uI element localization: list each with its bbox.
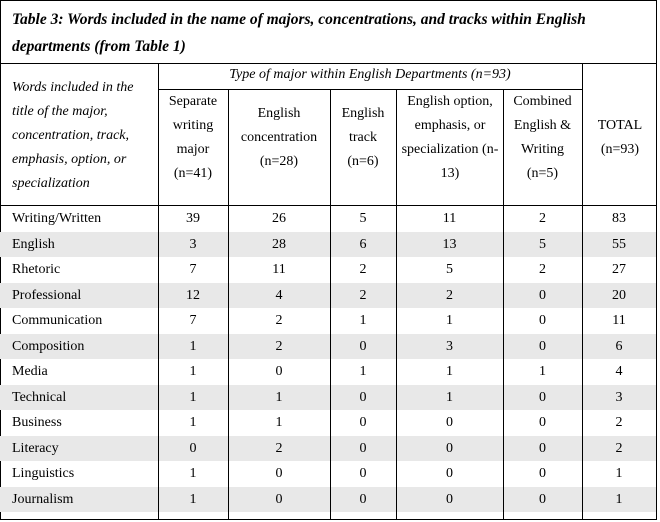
table-cell: 0 <box>275 466 283 481</box>
table-cell: 2 <box>446 287 453 303</box>
table-cell: 0 <box>539 338 546 354</box>
table-cell: 7 <box>189 313 197 328</box>
row-label: Media <box>12 364 48 379</box>
row-label: Writing/Written <box>12 211 102 226</box>
table-row <box>0 206 656 232</box>
table-row <box>0 308 656 334</box>
table-cell: 1 <box>539 364 546 379</box>
column-header: TOTAL (n=93) <box>597 118 643 157</box>
table-title: Table 3: Words included in the name of majors, concentrations, and tracks within English departments (from Table 1) <box>12 11 586 55</box>
table-row <box>0 359 656 385</box>
table-cell: 0 <box>539 287 546 303</box>
header-divider <box>228 90 229 206</box>
table-cell: 0 <box>539 466 546 481</box>
table-cell: 0 <box>539 389 546 405</box>
row-label: Linguistics <box>12 466 75 481</box>
column-divider <box>582 206 583 519</box>
column-header: English track (n=6) <box>341 106 385 169</box>
table-cell: 2 <box>615 415 623 430</box>
table-cell: 1 <box>615 491 623 507</box>
column-divider <box>503 206 504 519</box>
table-cell: 3 <box>446 338 453 354</box>
column-divider <box>158 206 159 519</box>
table-cell: 5 <box>359 211 367 226</box>
table-cell: 0 <box>446 415 453 430</box>
title-divider <box>0 63 657 64</box>
table-cell: 3 <box>189 236 197 252</box>
row-label: Communication <box>12 313 103 328</box>
table-cell: 0 <box>359 389 367 405</box>
header-divider <box>503 90 504 206</box>
table-cell: 1 <box>189 466 197 481</box>
table-row <box>0 283 656 309</box>
table-cell: 2 <box>359 262 367 277</box>
table-cell: 6 <box>615 338 623 354</box>
table-row <box>0 232 656 258</box>
table-cell: 2 <box>275 338 283 354</box>
table-cell: 39 <box>186 211 200 226</box>
table-cell: 1 <box>446 364 453 379</box>
table-cell: 1 <box>189 415 197 430</box>
column-group-header: Type of major within English Departments (n=93) <box>229 67 511 82</box>
table-cell: 55 <box>612 236 626 252</box>
table-cell: 0 <box>446 491 453 507</box>
row-label: Technical <box>12 389 67 405</box>
header-divider <box>582 64 583 206</box>
row-label: Literacy <box>12 440 59 456</box>
table-cell: 1 <box>446 313 453 328</box>
column-divider <box>396 206 397 519</box>
table-cell: 0 <box>359 466 367 481</box>
table-cell: 0 <box>446 440 453 456</box>
table-cell: 1 <box>446 389 453 405</box>
header-divider <box>396 90 397 206</box>
table-cell: 0 <box>446 466 453 481</box>
table-cell: 27 <box>612 262 626 277</box>
table-cell: 1 <box>189 389 197 405</box>
table-cell: 0 <box>359 440 367 456</box>
table-cell: 0 <box>539 491 546 507</box>
table-cell: 0 <box>275 491 283 507</box>
row-label: Professional <box>12 287 82 303</box>
table-cell: 2 <box>275 440 283 456</box>
table-cell: 1 <box>359 364 367 379</box>
table-cell: 12 <box>186 287 200 303</box>
table-row <box>0 436 656 462</box>
table-cell: 1 <box>189 364 197 379</box>
table-cell: 1 <box>275 415 283 430</box>
table-cell: 5 <box>446 262 453 277</box>
table-cell: 1 <box>189 491 197 507</box>
table-cell: 26 <box>272 211 286 226</box>
table-cell: 20 <box>612 287 626 303</box>
column-header: English concentration (n=28) <box>240 106 318 169</box>
table-cell: 2 <box>615 440 623 456</box>
table-cell: 0 <box>189 440 197 456</box>
table-row <box>0 461 656 487</box>
row-label: Business <box>12 415 62 430</box>
column-header: English option, emphasis, or specialization (n-13) <box>401 94 499 181</box>
table-cell: 11 <box>442 211 457 226</box>
row-label: Journalism <box>12 491 74 507</box>
table-cell: 1 <box>189 338 197 354</box>
table-cell: 0 <box>539 313 546 328</box>
row-label: English <box>12 236 55 252</box>
column-header: Separate writing major (n=41) <box>168 94 218 181</box>
table-cell: 28 <box>272 236 286 252</box>
row-header-label: Words included in the title of the major, concentration, track, emphasis, option, or specialization <box>12 80 134 191</box>
table-row <box>0 257 656 283</box>
table-cell: 4 <box>615 364 623 379</box>
table-cell: 0 <box>539 415 546 430</box>
table-cell: 2 <box>359 287 367 303</box>
header-divider <box>330 90 331 206</box>
table-cell: 0 <box>275 364 283 379</box>
table-cell: 2 <box>275 313 283 328</box>
header-divider <box>158 64 159 206</box>
row-label: Rhetoric <box>12 262 61 277</box>
table-cell: 83 <box>612 211 626 226</box>
row-label: Composition <box>12 338 85 354</box>
table-cell: 3 <box>615 389 623 405</box>
table-row <box>0 385 656 411</box>
table-cell: 1 <box>615 466 623 481</box>
table-cell: 1 <box>359 313 367 328</box>
table-row <box>0 487 656 513</box>
table-cell: 13 <box>442 236 457 252</box>
table-cell: 5 <box>539 236 546 252</box>
table-cell: 2 <box>539 211 546 226</box>
table-cell: 7 <box>189 262 197 277</box>
table-cell: 0 <box>539 440 546 456</box>
table-cell: 6 <box>359 236 367 252</box>
table-cell: 11 <box>612 313 626 328</box>
column-divider <box>228 206 229 519</box>
table-row <box>0 334 656 360</box>
table-cell: 0 <box>359 338 367 354</box>
table-cell: 0 <box>359 491 367 507</box>
table-cell: 2 <box>539 262 546 277</box>
table-cell: 0 <box>359 415 367 430</box>
table-cell: 4 <box>275 287 283 303</box>
column-header: Combined English & Writing (n=5) <box>513 94 572 181</box>
table-cell: 11 <box>272 262 286 277</box>
table-row <box>0 410 656 436</box>
column-divider <box>330 206 331 519</box>
table-cell: 1 <box>275 389 283 405</box>
